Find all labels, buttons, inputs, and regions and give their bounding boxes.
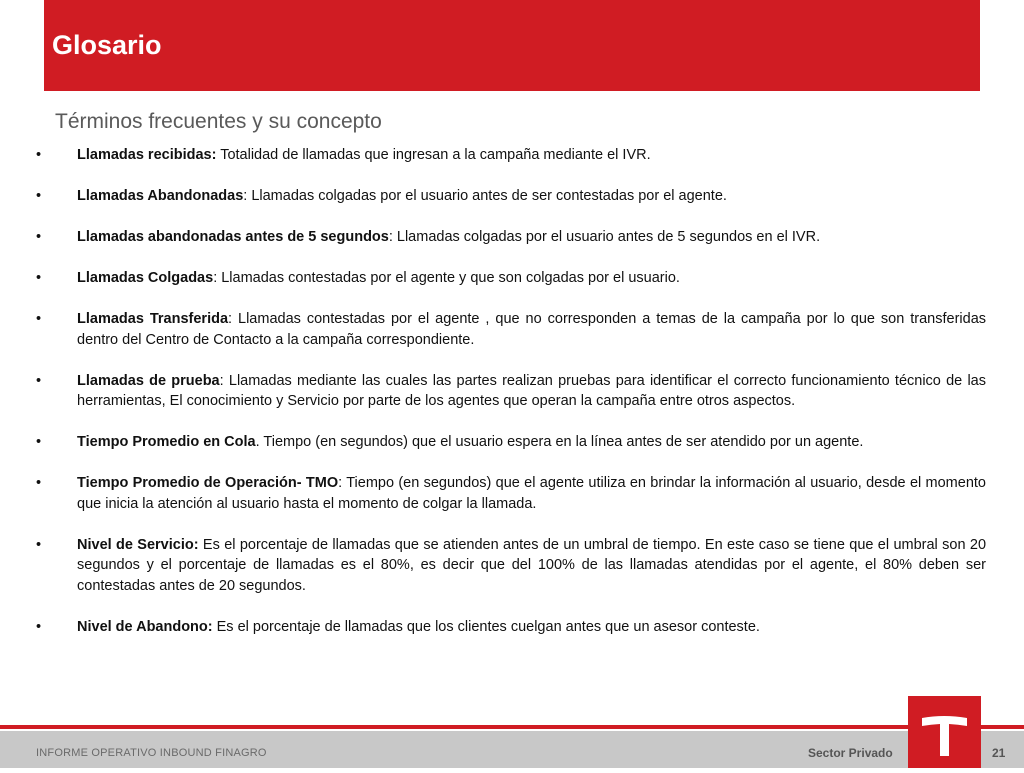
report-name: INFORME OPERATIVO INBOUND FINAGRO [36, 747, 267, 759]
term-definition: Totalidad de llamadas que ingresan a la campaña mediante el IVR. [216, 147, 651, 163]
term-definition: Es el porcentaje de llamadas que se atienden antes de un umbral de tiempo. En este caso se tiene que el umbral son 20 segundos y el porcentaje de llamadas es el 80%, es decir que del 100% de las llamadas atendidas por el agente, el 80% deben ser contestadas antes de 20 segundos. [77, 536, 987, 594]
sector-label: Sector Privado [808, 746, 893, 760]
term-definition: : Llamadas mediante las cuales las partes realizan pruebas para identificar el correcto funcionamiento técnico de las herramientas, El conocimiento y Servicio por parte de los agentes que operan la campaña entre otros aspectos. [77, 372, 986, 409]
term-definition: : Llamadas colgadas por el usuario antes de 5 segundos en el IVR. [388, 229, 821, 245]
glossary-list [30, 145, 986, 658]
bullet: • [36, 618, 42, 635]
list-item [30, 432, 986, 453]
bullet: • [36, 536, 42, 553]
list-item [30, 268, 986, 289]
term-name: Nivel de Servicio: [77, 536, 199, 553]
page-title: Glosario [52, 30, 162, 60]
header-bar [44, 0, 980, 91]
term-name: Tiempo Promedio en Cola [77, 434, 256, 450]
bullet: • [36, 147, 42, 163]
term-definition: : Llamadas colgadas por el usuario antes de ser contestadas por el agente. [243, 188, 727, 204]
page-number: 21 [992, 746, 1006, 760]
list-item [30, 186, 986, 207]
term-name: Llamadas de prueba [77, 372, 220, 389]
term-definition: Es el porcentaje de llamadas que los clientes cuelgan antes que un asesor conteste. [212, 618, 760, 635]
term-definition: : Llamadas contestadas por el agente , que no corresponden a temas de la campaña por lo que son transferidas dentro del Centro de Contacto a la campaña correspondiente. [77, 311, 987, 348]
list-item [30, 473, 986, 514]
term-definition: : Tiempo (en segundos) que el agente utiliza en brindar la información al usuario, desde el momento que inicia la atención al usuario hasta el momento de colgar la llamada. [77, 475, 986, 512]
term-name: Nivel de Abandono: [77, 618, 213, 635]
bullet: • [36, 475, 42, 491]
list-item [30, 371, 986, 412]
bullet: • [36, 311, 42, 327]
list-item [30, 227, 986, 248]
term-name: Tiempo Promedio de Operación- TMO [77, 475, 339, 491]
page-subtitle: Términos frecuentes y su concepto [55, 110, 382, 133]
term-name: Llamadas recibidas: [77, 147, 217, 163]
logo-box [908, 696, 981, 768]
bullet: • [36, 434, 42, 450]
term-definition: . Tiempo (en segundos) que el usuario espera en la línea antes de ser atendido por un agente. [255, 434, 864, 450]
list-item [30, 309, 986, 350]
bullet: • [36, 270, 42, 286]
term-name: Llamadas abandonadas antes de 5 segundos [77, 229, 389, 245]
term-name: Llamadas Abandonadas [77, 188, 244, 204]
bullet: • [36, 229, 42, 245]
bullet: • [36, 188, 42, 204]
term-definition: : Llamadas contestadas por el agente y que son colgadas por el usuario. [213, 270, 680, 286]
list-item [30, 145, 986, 166]
term-name: Llamadas Transferida [77, 311, 229, 327]
term-name: Llamadas Colgadas [77, 270, 214, 286]
bullet: • [36, 372, 42, 389]
t-logo-icon [908, 696, 981, 768]
list-item [30, 535, 986, 597]
list-item [30, 617, 986, 638]
